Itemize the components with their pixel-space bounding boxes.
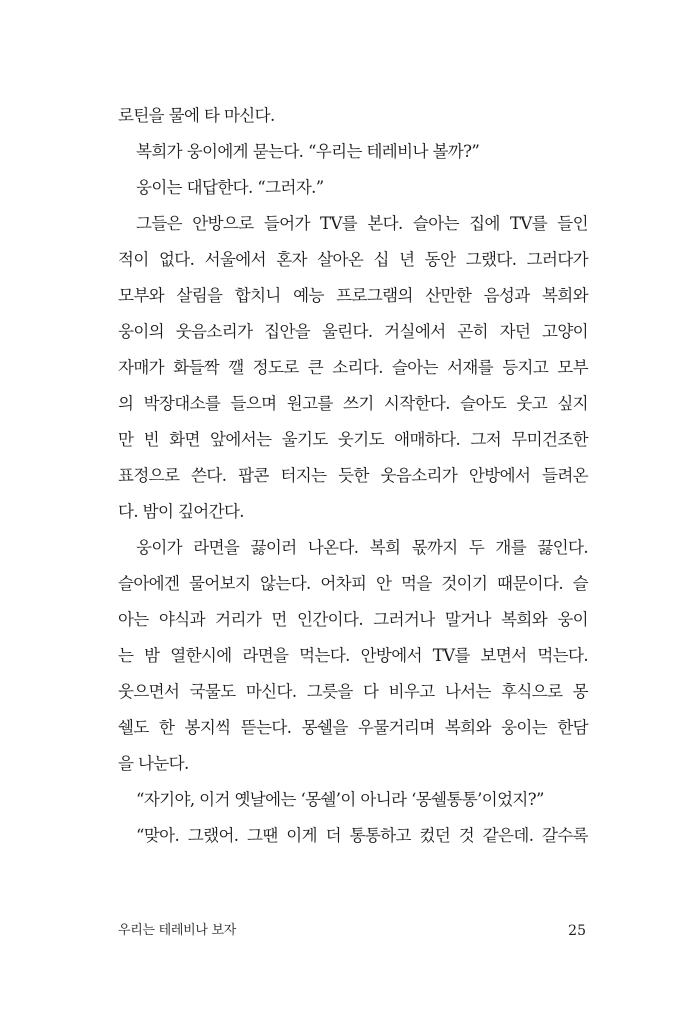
text-line: “자기야, 이거 옛날에는 ‘몽쉘’이 아니라 ‘몽쉘통통’이었지?” xyxy=(136,790,544,809)
text-line: 만 빈 화면 앞에서는 울기도 웃기도 애매하다. 그저 무미건조한 xyxy=(118,430,588,449)
text-line: 쉘도 한 봉지씩 뜯는다. 몽쉘을 우물거리며 복희와 웅이는 한담 xyxy=(118,718,588,737)
page-number: 25 xyxy=(568,923,586,939)
text-line: 표정으로 쓴다. 팝콘 터지는 듯한 웃음소리가 안방에서 들려온 xyxy=(118,466,588,485)
text-line: 는 밤 열한시에 라면을 먹는다. 안방에서 TV를 보면서 먹는다. xyxy=(118,646,588,665)
text-line: “맞아. 그랬어. 그땐 이게 더 통통하고 컸던 것 같은데. 갈수록 xyxy=(136,826,588,845)
body-text xyxy=(118,98,588,854)
text-line: 아는 야식과 거리가 먼 인간이다. 그러거나 말거나 복희와 웅이 xyxy=(118,610,588,629)
text-line: 웅이는 대답한다. “그러자.” xyxy=(136,178,324,197)
text-line: 다. 밤이 깊어간다. xyxy=(118,502,244,521)
text-line: 을 나눈다. xyxy=(118,754,189,773)
text-line: 자매가 화들짝 깰 정도로 큰 소리다. 슬아는 서재를 등지고 모부 xyxy=(118,358,588,377)
text-line: 복희가 웅이에게 묻는다. “우리는 테레비나 볼까?” xyxy=(136,142,480,161)
text-line: 웅이가 라면을 끓이러 나온다. 복희 몫까지 두 개를 끓인다. xyxy=(136,538,588,557)
text-line: 모부와 살림을 합치니 예능 프로그램의 산만한 음성과 복희와 xyxy=(118,286,588,305)
running-title: 우리는 테레비나 보자 xyxy=(118,923,236,938)
text-line: 그들은 안방으로 들어가 TV를 본다. 슬아는 집에 TV를 들인 xyxy=(136,214,588,233)
text-line: 의 박장대소를 들으며 원고를 쓰기 시작한다. 슬아도 웃고 싶지 xyxy=(118,394,588,413)
text-line: 로틴을 물에 타 마신다. xyxy=(118,106,275,125)
text-line: 웅이의 웃음소리가 집안을 울린다. 거실에서 곤히 자던 고양이 xyxy=(118,322,588,341)
text-line: 웃으면서 국물도 마신다. 그릇을 다 비우고 나서는 후식으로 몽 xyxy=(118,682,588,701)
text-line: 슬아에겐 물어보지 않는다. 어차피 안 먹을 것이기 때문이다. 슬 xyxy=(118,574,588,593)
text-line: 적이 없다. 서울에서 혼자 살아온 십 년 동안 그랬다. 그러다가 xyxy=(118,250,588,269)
